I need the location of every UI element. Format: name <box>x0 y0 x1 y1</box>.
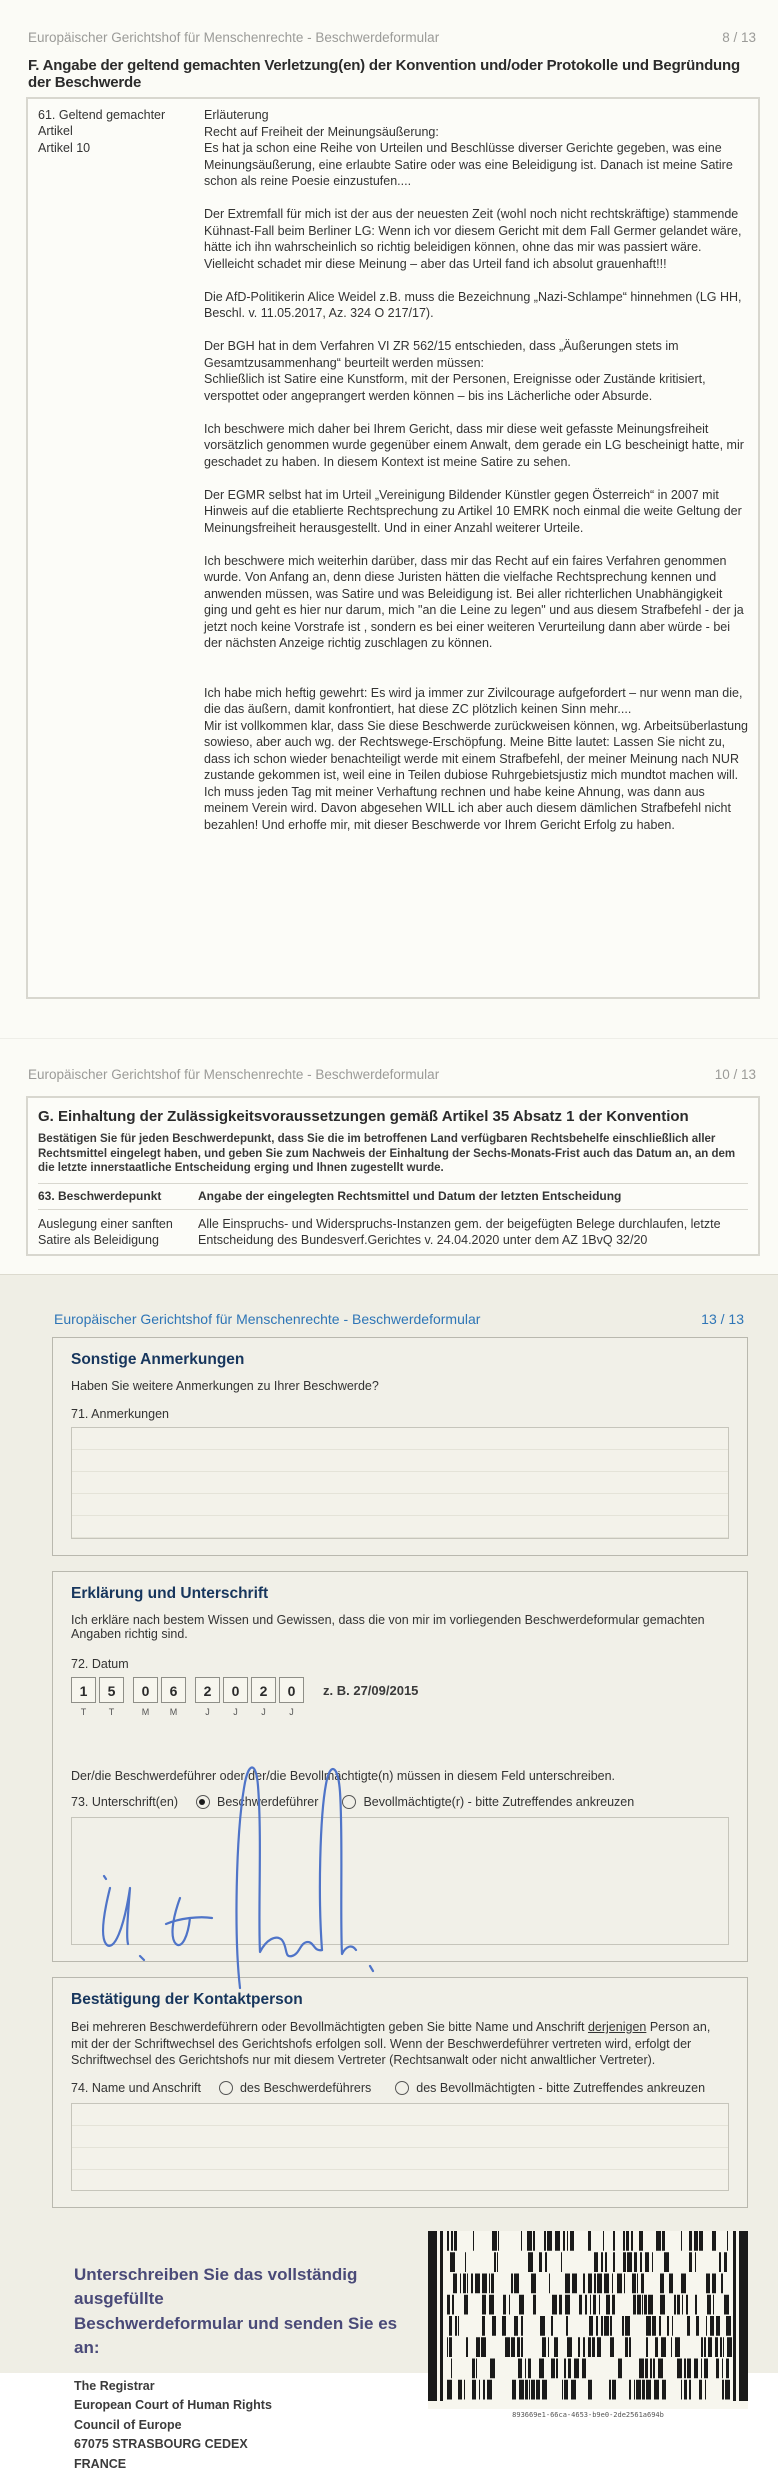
contact-name-address-field[interactable] <box>71 2103 729 2191</box>
radio-contact-representative[interactable] <box>395 2081 409 2095</box>
page-header <box>26 1067 760 1082</box>
date-format-letter: M <box>141 1707 150 1717</box>
radio-contact-applicant-label: des Beschwerdeführers <box>239 2080 372 2095</box>
explanation-paragraph <box>204 190 748 207</box>
radio-contact-representative-label: des Bevollmächtigten - bitte Zutreffendes ankreuzen <box>416 2080 706 2095</box>
explanation-paragraph <box>204 470 748 487</box>
section-g-box <box>26 1096 760 1256</box>
article-column <box>38 107 186 989</box>
page-header <box>52 1311 748 1337</box>
declaration-heading: Erklärung und Unterschrift <box>71 1585 269 1602</box>
date-format-letter: M <box>169 1707 178 1717</box>
footer <box>52 2223 748 2474</box>
page-header <box>26 30 760 45</box>
date-digit-box[interactable]: 0 <box>279 1677 304 1703</box>
page-10 <box>0 1038 778 1274</box>
send-title-line2: Beschwerdeformular und senden Sie es an: <box>74 2313 398 2358</box>
court-address <box>74 2377 422 2474</box>
section-other-remarks <box>52 1337 748 1556</box>
date-format-letter: T <box>80 1707 87 1717</box>
explanation-paragraph: Mir ist vollkommen klar, dass Sie diese Beschwerde zurückweisen können, wg. Arbeitsüberlastung sowieso, aber auch wg. der Rechtswege-Erschöpfung. Meine Bitte lautet: Lassen Sie nicht zu, dass ich schon wieder benachteiligt werde mit einem Strafbefehl, der meiner Meinung nach NUR zustande gekommen ist, weil eine in Teilen dubiose Ruhrgebietsjustiz mich mundtot machen will. Ich muss jeden Tag mit meiner Verhaftung rechnen und habe keine Ahnung, was dann aus meinem Verein wird. Davon abgesehen WILL ich aber auch diesem dämlichen Strafbefehl nicht bezahlen! Und erhoffe mir, mit dieser Beschwerde vor Ihrem Gericht Erfolg zu haben. <box>204 718 749 832</box>
article-label: 61. Geltend gemachter Artikel <box>38 108 166 139</box>
contact-heading: Bestätigung der Kontaktperson <box>71 1991 303 2008</box>
remarks-textarea[interactable] <box>71 1427 729 1539</box>
date-example: z. B. 27/09/2015 <box>323 1682 419 1698</box>
remedies-cell: Alle Einspruchs- und Widerspruchs-Instanzen gem. der beigefügten Belege durchlaufen, letzte Entscheidung des Bundesverf.Gerichtes v. 24.04.2020 unter dem AZ 1BvQ 32/20 <box>198 1216 721 1247</box>
sign-instruction: Der/die Beschwerdeführer oder der/die Bevollmächtigte(n) müssen in diesem Feld unterschreiben. <box>71 1769 616 1783</box>
explanation-paragraph: Ich habe mich heftig gewehrt: Es wird ja immer zur Zivilcourage aufgefordert – nur wenn man die, die das äußern, damit konfrontiert, hat diese ZC plötzlich keinen Sinn mehr.... <box>204 685 743 716</box>
explanation-paragraph: Der BGH hat in dem Verfahren VI ZR 562/15 entschieden, dass „Äußerungen stets im Gesamtzusammenhang“ beurteilt werden müssen: <box>204 339 679 370</box>
contact-text <box>71 2019 729 2069</box>
explanation-paragraph <box>204 536 748 553</box>
explanation-paragraph: Schließlich ist Satire eine Kunstform, mit der Personen, Ereignisse oder Zustände kritisiert, verspottet oder angeprangert werden können – bis ins Lächerliche oder Absurde. <box>204 372 706 403</box>
page-header-title: Europäischer Gerichtshof für Menschenrechte - Beschwerdeformular <box>28 30 440 45</box>
explanation-paragraph: Die AfD-Politikerin Alice Weidel z.B. muss die Bezeichnung „Nazi-Schlampe“ hinnehmen (LG HH, Beschl. v. 11.05.2017, Az. 324 O 217/17). <box>204 289 742 320</box>
explanation-paragraph: Recht auf Freiheit der Meinungsäußerung: <box>204 124 439 139</box>
contact-text-underlined: derjenigen <box>587 2020 647 2034</box>
radio-contact-applicant[interactable] <box>219 2081 233 2095</box>
page-header-title: Europäischer Gerichtshof für Menschenrechte - Beschwerdeformular <box>54 1311 481 1327</box>
date-digit-box[interactable]: 5 <box>99 1677 124 1703</box>
page-header-title: Europäischer Gerichtshof für Menschenrechte - Beschwerdeformular <box>28 1067 440 1082</box>
send-title-line1: Unterschreiben Sie das vollständig ausgefüllte <box>74 2264 358 2309</box>
page-13 <box>0 1274 778 2471</box>
address-line: European Court of Human Rights <box>74 2398 272 2413</box>
handwritten-signature <box>80 1756 410 1996</box>
section-declaration-signature <box>52 1571 748 1962</box>
col-header-complaint: 63. Beschwerdepunkt <box>38 1188 162 1203</box>
explanation-paragraph: Ich beschwere mich daher bei Ihrem Gericht, dass mir diese weit gefasste Meinungsfreiheit vorsätzlich genommen wurde gegenüber einem Anwalt, dem gerade ein LG bescheinigt hatte, mir geschadet zu haben. In diesem Kontext ist meine Satire zu sehen. <box>204 421 744 469</box>
section-g-intro: Bestätigen Sie für jeden Beschwerdepunkt, dass Sie die im betroffenen Land verfügbaren Rechtsbehelfe einschließlich aller Rechtsmittel eingelegt haben, und geben Sie zum Nachweis der Einhaltung der Sechs-Monats-Frist auch das Datum an, an dem die letzte innerstaatliche Entscheidung erging und Ihnen zugestellt wurde. <box>38 1133 736 1174</box>
col-header-remedies: Angabe der eingelegten Rechtsmittel und Datum der letzten Entscheidung <box>198 1188 622 1203</box>
date-format-letter: J <box>289 1707 294 1717</box>
explanation-paragraph: Ich beschwere mich weiterhin darüber, dass mir das Recht auf ein faires Verfahren genommen wurde. Von Anfang an, denn diese Juristen hätten die vielfache Rechtsprechung kennen und anwenden müssen, was Satire und was Beleidigung ist. Bei aller richterlichen Unabhängigkeit ging und geht es hier nur darum, mich "an die Leine zu legen" und aus diesem Strafbefehl - der ja jetzt noch keine Vorstrafe ist , sondern es bei einer weiteren Verurteilung dann aber würde - bei der nächsten Anzeige richtig zuschlagen zu können. <box>204 553 744 650</box>
date-field-label: 72. Datum <box>71 1657 129 1671</box>
other-remarks-heading: Sonstige Anmerkungen <box>71 1351 245 1368</box>
section-f-box <box>26 97 760 999</box>
table-row <box>38 1209 748 1248</box>
explanation-paragraph: Der Extremfall für mich ist der aus der neuesten Zeit (wohl noch nicht rechtskräftige) stammende Kühnast-Fall beim Berliner LG: Wenn ich vor diesem Gericht mit dem Fall Germer gelandet wäre, hätte ich ihn wahrscheinlich so richtig beleidigen können, ohne das mir was passiert wäre. Vielleicht schadet mir diese Meinung – aber das Urteil fand ich absolut grauenhaft!!! <box>204 207 742 271</box>
date-format-letter: T <box>108 1707 115 1717</box>
date-digit-box[interactable]: 1 <box>71 1677 96 1703</box>
date-format-letter: J <box>233 1707 238 1717</box>
date-digit-box[interactable]: 0 <box>223 1677 248 1703</box>
page-8 <box>0 0 778 1038</box>
address-line: FRANCE <box>74 2456 127 2471</box>
date-digit-box[interactable]: 6 <box>161 1677 186 1703</box>
contact-text-after: Person an, mit der der Schriftwechsel des Gerichtshofs erfolgen soll. Wenn der Beschwerdeführer vertreten wird, erfolgt der Schriftwechsel des Gerichtshofs nur mit diesem Vertreter (Rechtsanwalt oder nicht anwaltlicher Vertreter). <box>71 2020 711 2067</box>
article-value: Artikel 10 <box>38 140 91 155</box>
explanation-paragraph: Es hat ja schon eine Reihe von Urteilen und Beschlüsse diverser Gerichte gegeben, was eine Meinungsäußerung, eine erlaubte Satire oder was eine Beleidigung ist. Danach ist meine Satire schon als reine Poesie einzustufen.... <box>204 141 733 188</box>
declaration-text: Ich erkläre nach bestem Wissen und Gewissen, dass die von mir im vorliegenden Beschwerdeformular gemachten Angaben richtig sind. <box>71 1613 705 1641</box>
address-line: 67075 STRASBOURG CEDEX <box>74 2437 248 2452</box>
address-line: Council of Europe <box>74 2417 182 2432</box>
address-line: The Registrar <box>74 2379 155 2394</box>
date-format-letter: J <box>261 1707 266 1717</box>
date-format-letter: J <box>205 1707 210 1717</box>
radio-representative-label: Bevollmächtigte(r) - bitte Zutreffendes ankreuzen <box>363 1795 635 1809</box>
date-format-letters <box>71 1707 729 1717</box>
send-title <box>74 2263 422 2362</box>
date-digit-box[interactable]: 2 <box>251 1677 276 1703</box>
section-g-title: G. Einhaltung der Zulässigkeitsvoraussetzungen gemäß Artikel 35 Absatz 1 der Konvention <box>38 1108 689 1125</box>
explanation-paragraph <box>204 322 748 339</box>
contact-text-before: Bei mehreren Beschwerdeführern oder Bevollmächtigten geben Sie bitte Name und Anschrift <box>71 2020 588 2034</box>
complaint-point-cell: Auslegung einer sanften Satire als Beleidigung <box>38 1216 173 1247</box>
explanation-paragraph <box>204 404 748 421</box>
date-digit-box[interactable]: 2 <box>195 1677 220 1703</box>
explanation-paragraph: Der EGMR selbst hat im Urteil „Vereinigung Bildender Künstler gegen Österreich“ in 2007 mit Hinweis auf die etablierte Rechtsprechung zu Artikel 10 EMRK noch einmal die weite Geltung der Meinungsfreiheit herausgestellt. Und in einer Anzahl weiterer Urteile. <box>204 487 742 535</box>
contact-role-row <box>71 2081 729 2095</box>
other-remarks-question: Haben Sie weitere Anmerkungen zu Ihrer Beschwerde? <box>71 1379 379 1393</box>
page-number: 8 / 13 <box>722 30 756 45</box>
section-f-title: F. Angabe der geltend gemachten Verletzung(en) der Konvention und/oder Protokolle und Begründung der Beschwerde <box>28 57 740 91</box>
explanation-paragraph <box>204 652 748 669</box>
radio-applicant-label: Beschwerdeführer <box>216 1795 319 1809</box>
barcode-caption: 893669e1-66ca-4653-b9e0-2de2561a694b <box>512 2410 664 2419</box>
barcode-block <box>428 2231 748 2474</box>
explanation-paragraph <box>204 668 748 685</box>
explanation-paragraphs <box>186 107 748 989</box>
contact-field-label: 74. Name und Anschrift <box>71 2080 201 2095</box>
signature-field-label: 73. Unterschrift(en) <box>71 1795 178 1809</box>
signature-field[interactable] <box>71 1817 729 1945</box>
page-number: 13 / 13 <box>701 1311 744 1327</box>
remarks-field-label: 71. Anmerkungen <box>71 1407 169 1421</box>
date-digit-box[interactable]: 0 <box>133 1677 158 1703</box>
explanation-paragraph: Erläuterung <box>204 108 269 122</box>
explanation-paragraph <box>204 272 748 289</box>
date-input-boxes <box>71 1677 307 1703</box>
remedies-table-header <box>38 1183 748 1203</box>
page-number: 10 / 13 <box>714 1067 756 1082</box>
section-contact-confirmation <box>52 1977 748 2208</box>
date-row <box>71 1677 729 1703</box>
barcode-image <box>428 2231 748 2409</box>
send-instructions <box>74 2231 422 2474</box>
